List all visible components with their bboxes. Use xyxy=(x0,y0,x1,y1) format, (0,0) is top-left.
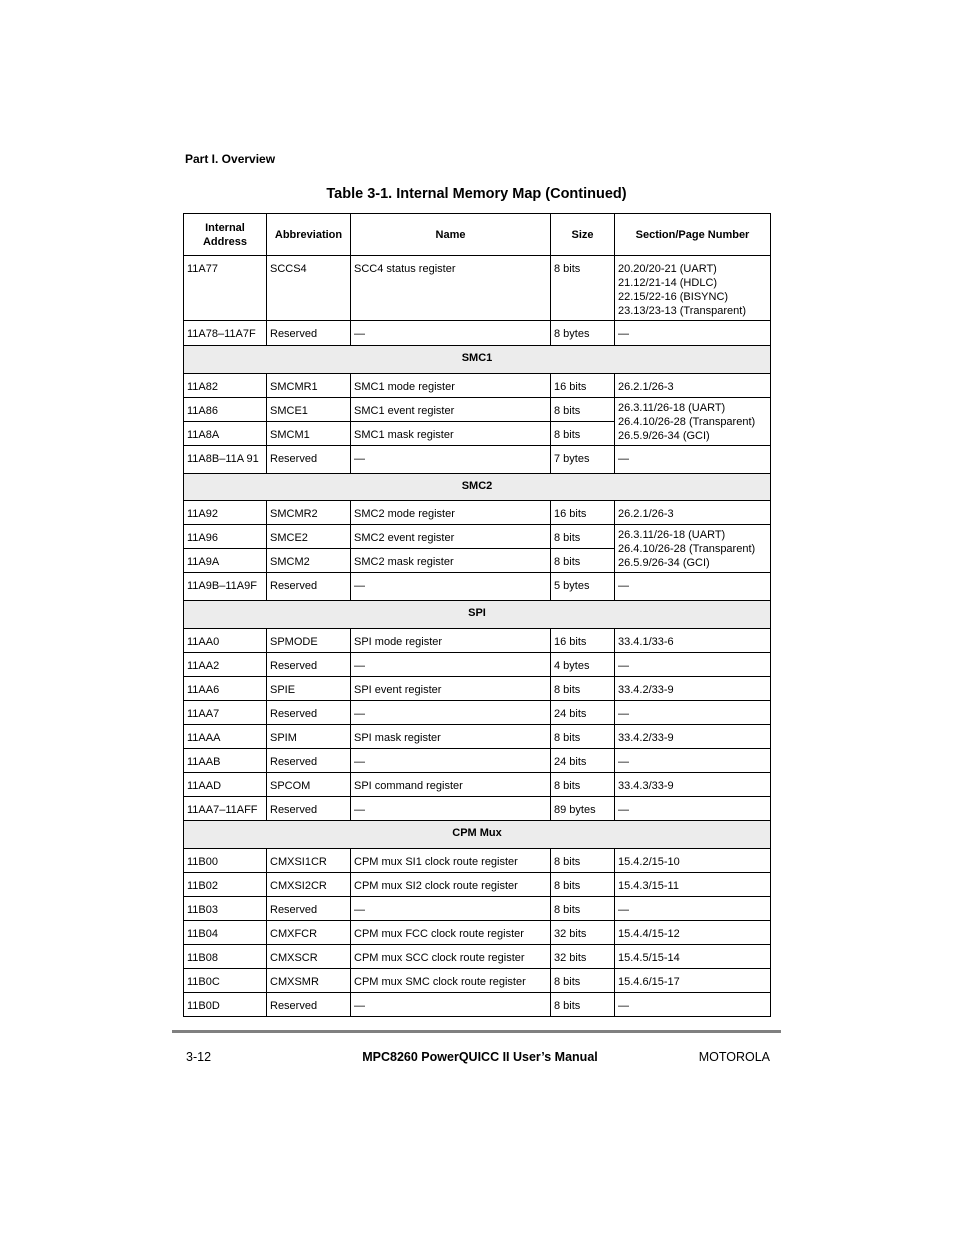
cell-abbreviation: SMCE2 xyxy=(267,525,351,549)
cell-address: 11A82 xyxy=(184,374,267,398)
cell-section: 33.4.1/33-6 xyxy=(615,629,771,653)
cell-size: 8 bits xyxy=(551,873,615,897)
group-header-row xyxy=(184,346,771,374)
cell-section: — xyxy=(615,993,771,1017)
table-row xyxy=(184,945,771,969)
cell-address: 11B08 xyxy=(184,945,267,969)
cell-address: 11AAA xyxy=(184,725,267,749)
cell-size: 8 bits xyxy=(551,773,615,797)
cell-name: — xyxy=(351,797,551,821)
table-row xyxy=(184,398,771,422)
cell-section: 26.2.1/26-3 xyxy=(615,374,771,398)
cell-abbreviation: CMXSI2CR xyxy=(267,873,351,897)
cell-size: 8 bits xyxy=(551,398,615,422)
table-row xyxy=(184,897,771,921)
cell-address: 11A92 xyxy=(184,501,267,525)
footer-rule xyxy=(172,1030,781,1033)
cell-address: 11AA2 xyxy=(184,653,267,677)
cell-section: — xyxy=(615,701,771,725)
cell-abbreviation: SMCE1 xyxy=(267,398,351,422)
cell-address: 11B0D xyxy=(184,993,267,1017)
cell-abbreviation: Reserved xyxy=(267,653,351,677)
cell-size: 16 bits xyxy=(551,374,615,398)
cell-abbreviation: SMCM1 xyxy=(267,422,351,446)
cell-address: 11B0C xyxy=(184,969,267,993)
cell-section: 33.4.2/33-9 xyxy=(615,677,771,701)
cell-name: SMC1 event register xyxy=(351,398,551,422)
cell-section: 15.4.4/15-12 xyxy=(615,921,771,945)
cell-section: 15.4.2/15-10 xyxy=(615,849,771,873)
cell-name: SMC2 mode register xyxy=(351,501,551,525)
cell-name: — xyxy=(351,749,551,773)
cell-section: 33.4.3/33-9 xyxy=(615,773,771,797)
cell-name: SPI command register xyxy=(351,773,551,797)
cell-size: 8 bits xyxy=(551,993,615,1017)
section-line: 20.20/20-21 (UART) xyxy=(618,263,717,275)
cell-section: 15.4.3/15-11 xyxy=(615,873,771,897)
cell-abbreviation: CMXSMR xyxy=(267,969,351,993)
cell-section xyxy=(615,525,771,573)
cell-name: SCC4 status register xyxy=(351,256,551,321)
table-row xyxy=(184,849,771,873)
section-line: 21.12/21-14 (HDLC) xyxy=(618,277,718,289)
cell-address: 11A78–11A7F xyxy=(184,321,267,346)
table-row xyxy=(184,629,771,653)
cell-size: 8 bits xyxy=(551,525,615,549)
cell-name: — xyxy=(351,653,551,677)
cell-name: — xyxy=(351,573,551,601)
table-row xyxy=(184,797,771,821)
cell-section: 33.4.2/33-9 xyxy=(615,725,771,749)
table-row xyxy=(184,701,771,725)
cell-abbreviation: SPIE xyxy=(267,677,351,701)
cell-section: — xyxy=(615,797,771,821)
cell-size: 5 bytes xyxy=(551,573,615,601)
cell-abbreviation: SCCS4 xyxy=(267,256,351,321)
col-header-size: Size xyxy=(551,214,615,256)
table-row xyxy=(184,873,771,897)
cell-name: SMC2 event register xyxy=(351,525,551,549)
section-line: 26.4.10/26-28 (Transparent) xyxy=(618,415,756,428)
cell-size: 8 bits xyxy=(551,549,615,573)
section-line: 26.5.9/26-34 (GCI) xyxy=(618,429,710,442)
cell-address: 11AAB xyxy=(184,749,267,773)
table-row xyxy=(184,653,771,677)
cell-abbreviation: CMXSCR xyxy=(267,945,351,969)
cell-name: CPM mux SCC clock route register xyxy=(351,945,551,969)
cell-address: 11A96 xyxy=(184,525,267,549)
cell-section: — xyxy=(615,573,771,601)
cell-abbreviation: Reserved xyxy=(267,993,351,1017)
table-row xyxy=(184,773,771,797)
cell-name: CPM mux FCC clock route register xyxy=(351,921,551,945)
memory-map-table xyxy=(183,213,771,1017)
cell-size: 8 bits xyxy=(551,849,615,873)
cell-size: 8 bits xyxy=(551,725,615,749)
group-label: SMC1 xyxy=(184,346,771,374)
cell-size: 8 bytes xyxy=(551,321,615,346)
manual-title: MPC8260 PowerQUICC II User’s Manual xyxy=(362,1050,598,1064)
cell-size: 8 bits xyxy=(551,969,615,993)
cell-name: — xyxy=(351,993,551,1017)
cell-name: CPM mux SI2 clock route register xyxy=(351,873,551,897)
table-row xyxy=(184,677,771,701)
table-row xyxy=(184,725,771,749)
cell-size: 16 bits xyxy=(551,501,615,525)
cell-size: 16 bits xyxy=(551,629,615,653)
cell-section: 15.4.6/15-17 xyxy=(615,969,771,993)
group-label: SMC2 xyxy=(184,474,771,501)
cell-size: 8 bits xyxy=(551,677,615,701)
cell-abbreviation: SPCOM xyxy=(267,773,351,797)
table-row xyxy=(184,969,771,993)
cell-abbreviation: SPMODE xyxy=(267,629,351,653)
cell-name: SMC2 mask register xyxy=(351,549,551,573)
cell-address: 11A9B–11A9F xyxy=(184,573,267,601)
cell-address: 11A9A xyxy=(184,549,267,573)
cell-size: 7 bytes xyxy=(551,446,615,474)
cell-section: — xyxy=(615,897,771,921)
cell-address: 11AA0 xyxy=(184,629,267,653)
table-row xyxy=(184,525,771,549)
col-header-address: Internal Address xyxy=(184,214,267,256)
table-row xyxy=(184,993,771,1017)
cell-section xyxy=(615,398,771,446)
table-row xyxy=(184,573,771,601)
cell-section: 26.2.1/26-3 xyxy=(615,501,771,525)
table-header-row xyxy=(184,214,771,256)
cell-section: — xyxy=(615,749,771,773)
cell-size: 8 bits xyxy=(551,256,615,321)
section-line: 26.5.9/26-34 (GCI) xyxy=(618,556,710,569)
table-row xyxy=(184,749,771,773)
cell-name: CPM mux SI1 clock route register xyxy=(351,849,551,873)
cell-section: — xyxy=(615,653,771,677)
cell-abbreviation: SMCM2 xyxy=(267,549,351,573)
section-line: 26.3.11/26-18 (UART) xyxy=(618,401,726,414)
cell-address: 11A77 xyxy=(184,256,267,321)
section-header: Part I. Overview xyxy=(185,152,276,166)
group-header-row xyxy=(184,601,771,629)
cell-address: 11A8A xyxy=(184,422,267,446)
cell-address: 11B00 xyxy=(184,849,267,873)
cell-name: — xyxy=(351,897,551,921)
cell-address: 11AA7–11AFF xyxy=(184,797,267,821)
cell-abbreviation: Reserved xyxy=(267,897,351,921)
col-header-name: Name xyxy=(351,214,551,256)
cell-address: 11A86 xyxy=(184,398,267,422)
col-header-abbreviation: Abbreviation xyxy=(267,214,351,256)
cell-size: 32 bits xyxy=(551,921,615,945)
cell-address: 11B02 xyxy=(184,873,267,897)
cell-section: — xyxy=(615,446,771,474)
cell-name: SMC1 mode register xyxy=(351,374,551,398)
table-row xyxy=(184,374,771,398)
table-title: Table 3-1. Internal Memory Map (Continued) xyxy=(326,186,627,202)
page-number: 3-12 xyxy=(186,1050,212,1064)
cell-size: 24 bits xyxy=(551,749,615,773)
cell-abbreviation: Reserved xyxy=(267,749,351,773)
cell-address: 11B04 xyxy=(184,921,267,945)
table-row xyxy=(184,321,771,346)
cell-abbreviation: CMXFCR xyxy=(267,921,351,945)
cell-size: 8 bits xyxy=(551,897,615,921)
cell-name: — xyxy=(351,446,551,474)
cell-size: 4 bytes xyxy=(551,653,615,677)
cell-size: 24 bits xyxy=(551,701,615,725)
cell-abbreviation: Reserved xyxy=(267,446,351,474)
cell-section: 15.4.5/15-14 xyxy=(615,945,771,969)
cell-name: CPM mux SMC clock route register xyxy=(351,969,551,993)
company-name: MOTOROLA xyxy=(698,1050,770,1064)
cell-abbreviation: SPIM xyxy=(267,725,351,749)
table-row xyxy=(184,256,771,321)
cell-address: 11A8B–11A 91 xyxy=(184,446,267,474)
cell-name: SPI mode register xyxy=(351,629,551,653)
cell-size: 32 bits xyxy=(551,945,615,969)
section-line: 23.13/23-13 (Transparent) xyxy=(618,305,746,317)
cell-abbreviation: SMCMR2 xyxy=(267,501,351,525)
group-header-row xyxy=(184,821,771,849)
cell-name: SMC1 mask register xyxy=(351,422,551,446)
table-row xyxy=(184,501,771,525)
cell-abbreviation: Reserved xyxy=(267,701,351,725)
cell-name: SPI event register xyxy=(351,677,551,701)
cell-name: — xyxy=(351,321,551,346)
cell-abbreviation: Reserved xyxy=(267,797,351,821)
cell-abbreviation: SMCMR1 xyxy=(267,374,351,398)
cell-abbreviation: Reserved xyxy=(267,321,351,346)
cell-address: 11AA7 xyxy=(184,701,267,725)
group-header-row xyxy=(184,474,771,501)
cell-section: — xyxy=(615,321,771,346)
group-label: SPI xyxy=(184,601,771,629)
cell-name: SPI mask register xyxy=(351,725,551,749)
cell-name: — xyxy=(351,701,551,725)
col-header-section: Section/Page Number xyxy=(615,214,771,256)
cell-size: 89 bytes xyxy=(551,797,615,821)
cell-size: 8 bits xyxy=(551,422,615,446)
section-line: 26.4.10/26-28 (Transparent) xyxy=(618,542,756,555)
cell-abbreviation: CMXSI1CR xyxy=(267,849,351,873)
section-line: 26.3.11/26-18 (UART) xyxy=(618,528,726,541)
cell-section xyxy=(615,256,771,321)
cell-abbreviation: Reserved xyxy=(267,573,351,601)
cell-address: 11B03 xyxy=(184,897,267,921)
section-line: 22.15/22-16 (BISYNC) xyxy=(618,291,729,303)
group-label: CPM Mux xyxy=(184,821,771,849)
table-row xyxy=(184,446,771,474)
cell-address: 11AAD xyxy=(184,773,267,797)
cell-address: 11AA6 xyxy=(184,677,267,701)
table-row xyxy=(184,921,771,945)
